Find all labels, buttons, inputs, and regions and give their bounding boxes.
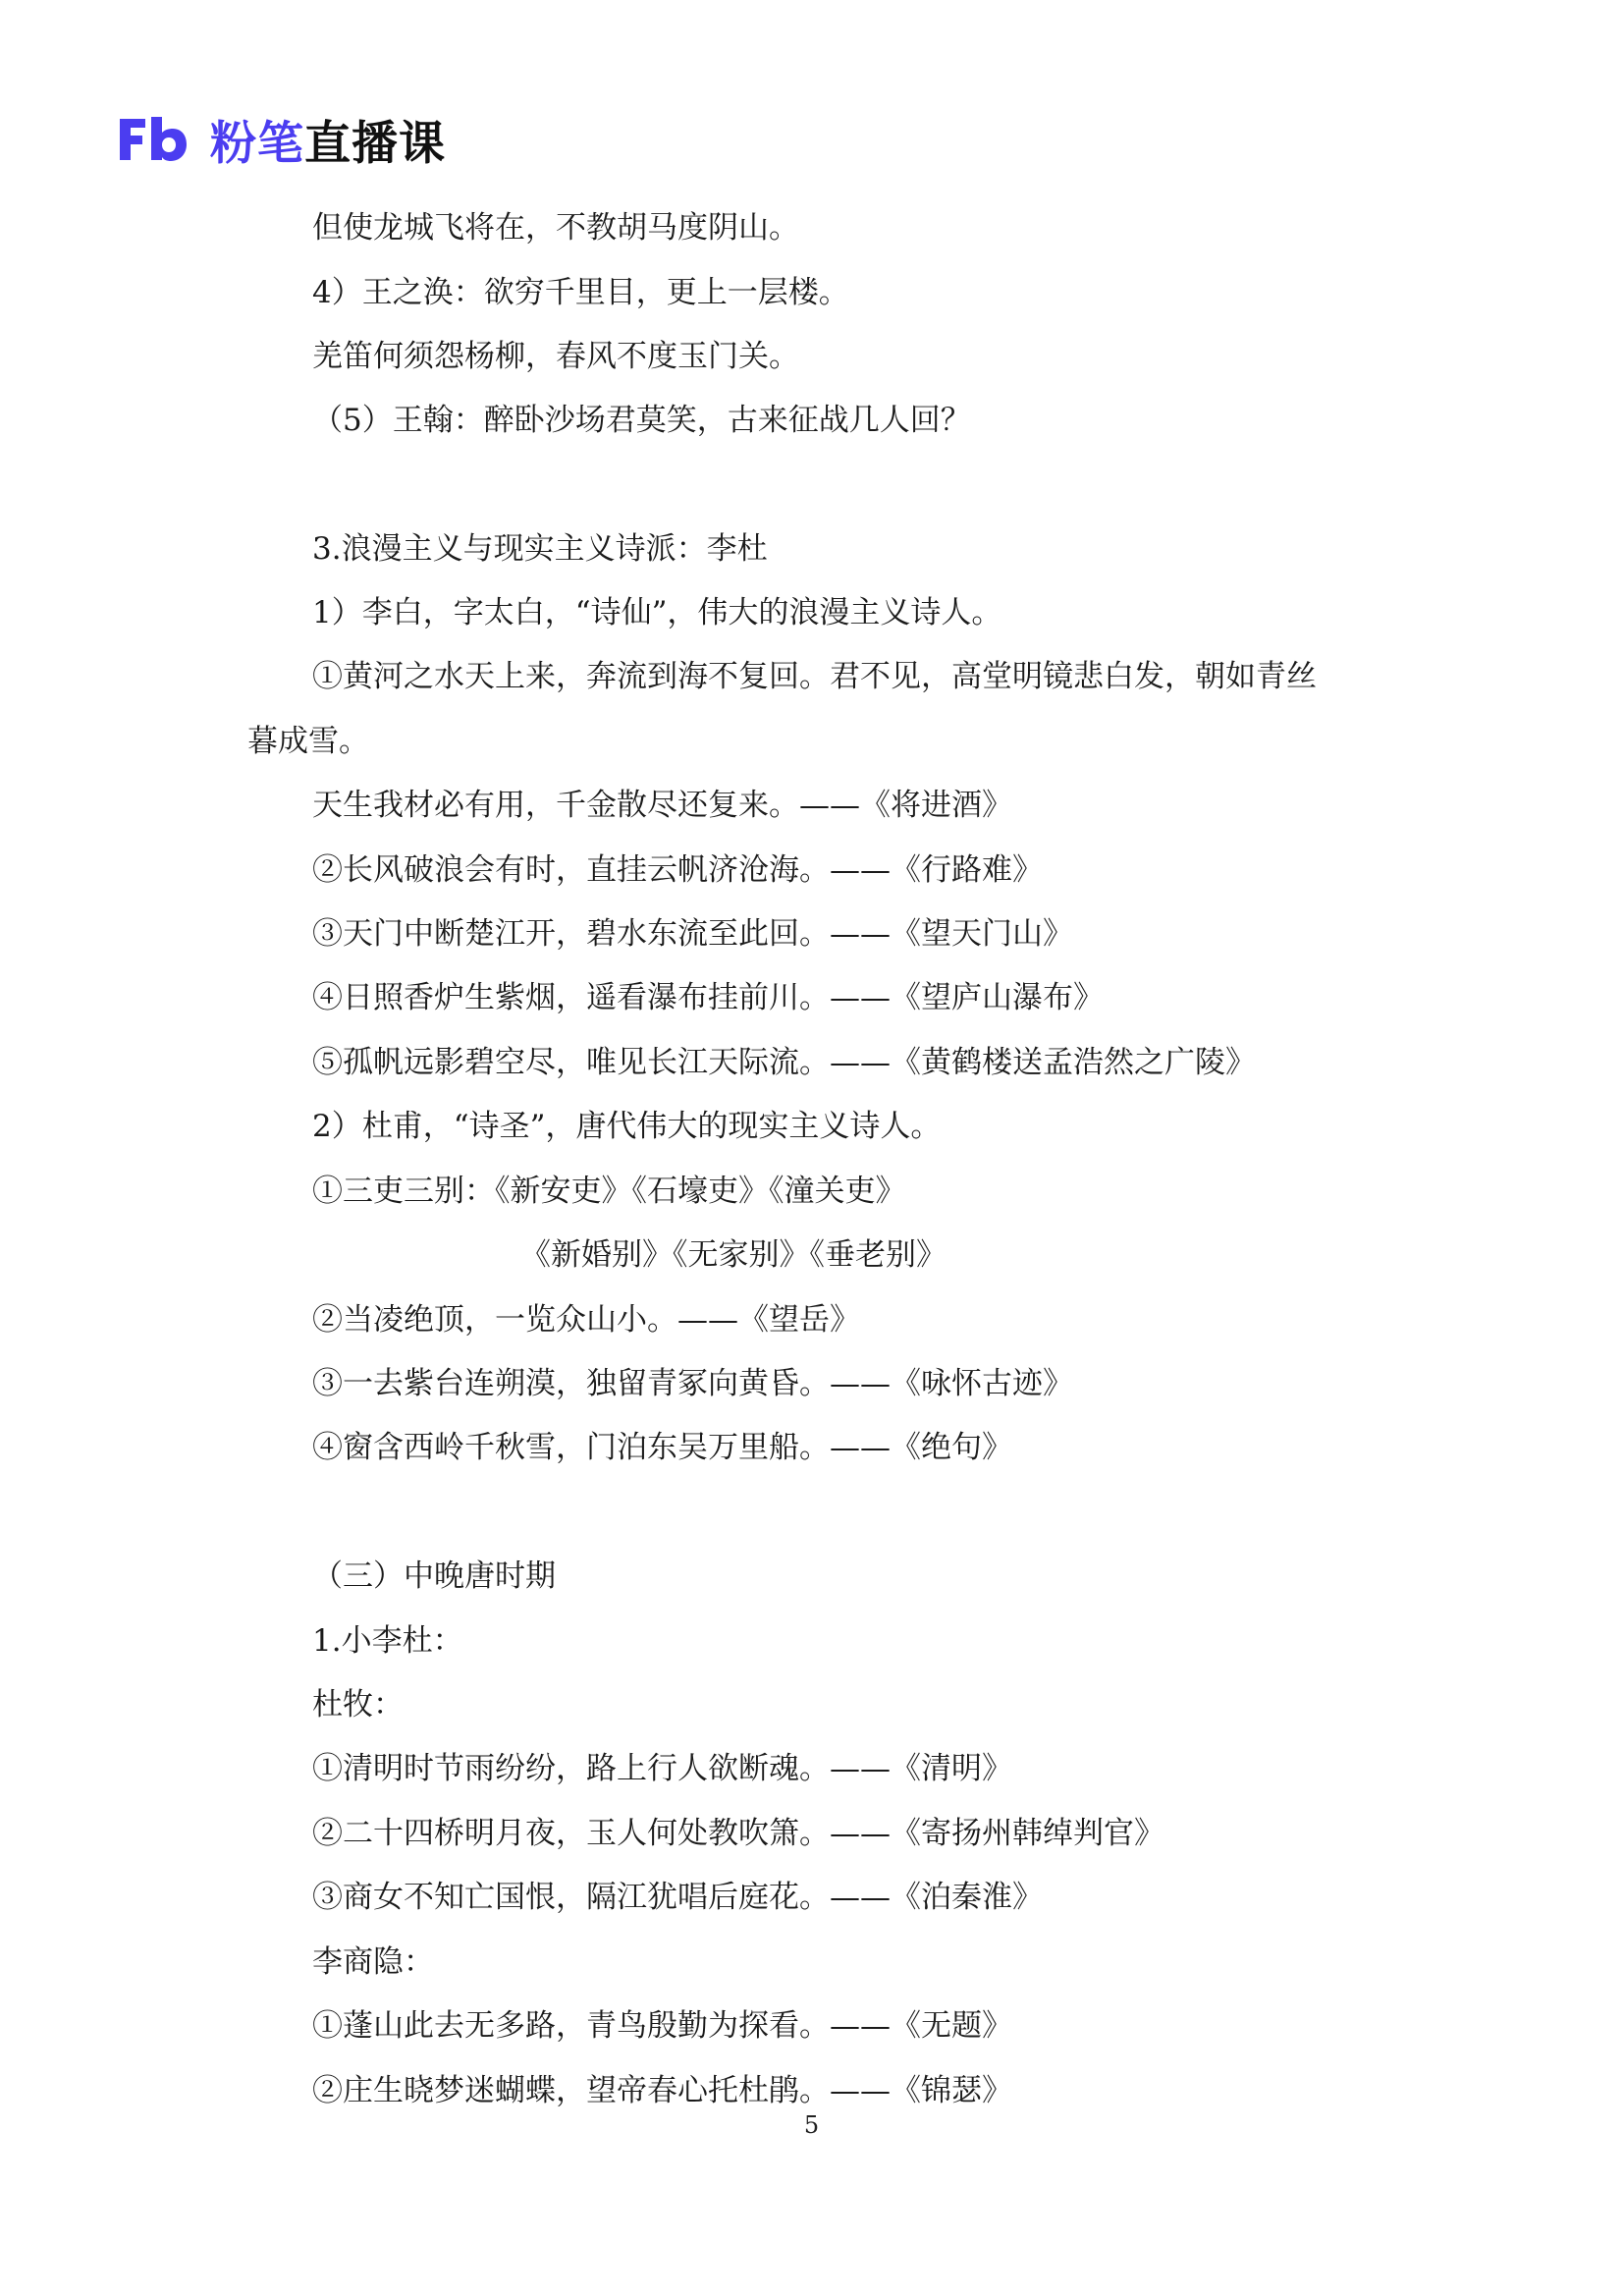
text-line: ②长风破浪会有时，直挂云帆济沧海。——《行路难》 [312,852,1043,888]
text-line: ①蓬山此去无多路，青鸟殷勤为探看。——《无题》 [312,2008,1012,2044]
text-line: ②庄生晓梦迷蝴蝶，望帝春心托杜鹃。——《锦瑟》 [312,2073,1012,2108]
fb-logo-icon [116,115,189,164]
logo-text [210,107,446,173]
text-line: ⑤孤帆远影碧空尽，唯见长江天际流。——《黄鹤楼送孟浩然之广陵》 [312,1045,1256,1080]
text-line: ①三吏三别：《新安吏》《石壕吏》《潼关吏》 [312,1174,906,1209]
text-line: ①清明时节雨纷纷，路上行人欲断魂。——《清明》 [312,1751,1012,1786]
section-heading: 1.小李杜： [312,1623,463,1659]
text-line: ③商女不知亡国恨，隔江犹唱后庭花。——《泊秦淮》 [312,1880,1043,1915]
text-line: 但使龙城飞将在，不教胡马度阴山。 [312,210,799,246]
text-line: ④窗含西岭千秋雪，门泊东吴万里船。——《绝句》 [312,1430,1012,1465]
text-line: ①黄河之水天上来，奔流到海不复回。君不见，高堂明镜悲白发，朝如青丝 [312,659,1317,694]
text-line: ③天门中断楚江开，碧水东流至此回。——《望天门山》 [312,916,1073,952]
text-line: 李商隐： [312,1944,434,1980]
text-line: 羌笛何须怨杨柳，春风不度玉门关。 [312,339,799,374]
text-line: 4）王之涣：欲穷千里目，更上一层楼。 [312,275,849,310]
text-line: ②当凌绝顶，一览众山小。——《望岳》 [312,1302,860,1338]
text-line: ③一去紫台连朔漠，独留青冢向黄昏。——《咏怀古迹》 [312,1366,1073,1401]
text-line: 1）李白，字太白，“诗仙”，伟大的浪漫主义诗人。 [312,595,1002,630]
header [116,110,446,169]
section-heading: 3.浪漫主义与现实主义诗派：李杜 [312,531,768,567]
text-line: （5）王翰：醉卧沙场君莫笑，古来征战几人回？ [312,403,971,438]
section-heading: （三）中晚唐时期 [312,1558,556,1594]
text-line: 暮成雪。 [247,724,369,759]
text-line: 《新婚别》《无家别》《垂老别》 [520,1237,947,1273]
logo-suffix: 直播课 [304,116,446,171]
text-line: ④日照香炉生紫烟，遥看瀑布挂前川。——《望庐山瀑布》 [312,980,1104,1015]
text-line: 2）杜甫，“诗圣”，唐代伟大的现实主义诗人。 [312,1109,942,1144]
page-number: 5 [803,2111,820,2139]
text-line: 杜牧： [312,1687,404,1722]
text-line: 天生我材必有用，千金散尽还复来。——《将进酒》 [312,788,1012,823]
text-line: ②二十四桥明月夜，玉人何处教吹箫。——《寄扬州韩绰判官》 [312,1816,1164,1851]
logo-brand: 粉笔 [210,116,304,171]
